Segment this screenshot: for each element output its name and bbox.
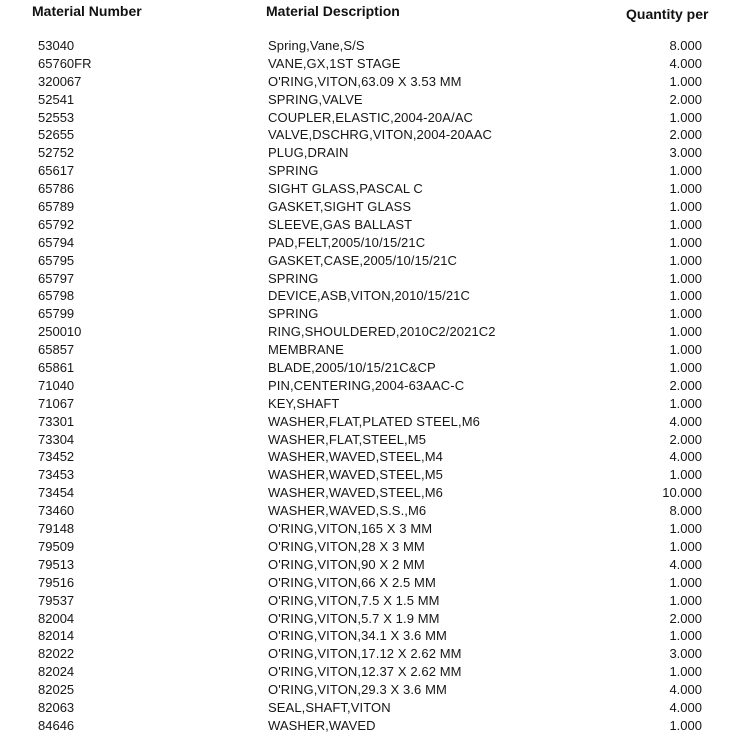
table-row — [0, 466, 740, 484]
table-row — [0, 502, 740, 520]
table-row — [0, 109, 740, 127]
material-description-cell: DEVICE,ASB,VITON,2010/15/21C — [268, 288, 470, 304]
material-description-cell: SIGHT GLASS,PASCAL C — [268, 181, 423, 197]
material-description-cell: RING,SHOULDERED,2010C2/2021C2 — [268, 324, 496, 340]
material-description-cell: O'RING,VITON,66 X 2.5 MM — [268, 574, 436, 590]
quantity-cell: 2.000 — [669, 610, 702, 626]
material-number-cell: 79509 — [38, 538, 75, 554]
material-description-cell: O'RING,VITON,28 X 3 MM — [268, 538, 425, 554]
table-row — [0, 126, 740, 144]
material-number-cell: 73460 — [38, 503, 75, 519]
material-number-cell: 73301 — [38, 413, 75, 429]
material-description-cell: SPRING — [268, 306, 319, 322]
table-row — [0, 162, 740, 180]
material-number-cell: 65789 — [38, 199, 75, 215]
quantity-cell: 3.000 — [669, 145, 702, 161]
quantity-cell: 1.000 — [669, 199, 702, 215]
quantity-cell: 1.000 — [669, 324, 702, 340]
header-quantity-per: Quantity per — [626, 6, 709, 22]
material-description-cell: WASHER,WAVED,STEEL,M5 — [268, 467, 443, 483]
material-number-cell: 65760FR — [38, 55, 92, 71]
material-number-cell: 65797 — [38, 270, 75, 286]
quantity-cell: 1.000 — [669, 288, 702, 304]
material-number-cell: 84646 — [38, 717, 75, 733]
material-description-cell: MEMBRANE — [268, 342, 344, 358]
material-number-cell: 73304 — [38, 431, 75, 447]
table-row — [0, 413, 740, 431]
table-row — [0, 520, 740, 538]
table-row — [0, 359, 740, 377]
quantity-cell: 8.000 — [669, 38, 702, 53]
material-description-cell: O'RING,VITON,17.12 X 2.62 MM — [268, 646, 462, 662]
material-number-cell: 65617 — [38, 163, 75, 179]
quantity-cell: 1.000 — [669, 717, 702, 733]
material-description-cell: O'RING,VITON,5.7 X 1.9 MM — [268, 610, 440, 626]
material-description-cell: SLEEVE,GAS BALLAST — [268, 216, 413, 232]
material-number-cell: 82025 — [38, 682, 75, 698]
quantity-cell: 10.000 — [662, 485, 702, 501]
material-number-cell: 79537 — [38, 592, 75, 608]
quantity-cell: 1.000 — [669, 664, 702, 680]
material-number-cell: 71040 — [38, 377, 75, 393]
quantity-cell: 1.000 — [669, 234, 702, 250]
quantity-cell: 1.000 — [669, 467, 702, 483]
table-row — [0, 681, 740, 699]
material-description-cell: O'RING,VITON,165 X 3 MM — [268, 521, 433, 537]
material-number-cell: 73452 — [38, 449, 75, 465]
quantity-cell: 1.000 — [669, 360, 702, 376]
table-row — [0, 448, 740, 466]
table-row — [0, 395, 740, 413]
table-row — [0, 55, 740, 73]
table-row — [0, 556, 740, 574]
quantity-cell: 1.000 — [669, 216, 702, 232]
material-description-cell: O'RING,VITON,34.1 X 3.6 MM — [268, 628, 447, 644]
material-description-cell: SPRING — [268, 270, 319, 286]
material-description-cell: Spring,Vane,S/S — [268, 38, 365, 53]
quantity-cell: 2.000 — [669, 91, 702, 107]
quantity-cell: 2.000 — [669, 431, 702, 447]
quantity-cell: 1.000 — [669, 592, 702, 608]
quantity-cell: 2.000 — [669, 377, 702, 393]
material-description-cell: WASHER,WAVED,STEEL,M4 — [268, 449, 443, 465]
material-number-cell: 65792 — [38, 216, 75, 232]
material-number-cell: 65857 — [38, 342, 75, 358]
material-number-cell: 65786 — [38, 181, 75, 197]
material-number-cell: 52752 — [38, 145, 75, 161]
table-row — [0, 627, 740, 645]
material-description-cell: O'RING,VITON,7.5 X 1.5 MM — [268, 592, 440, 608]
quantity-cell: 1.000 — [669, 395, 702, 411]
quantity-cell: 1.000 — [669, 306, 702, 322]
material-number-cell: 320067 — [38, 73, 82, 89]
material-number-cell: 73453 — [38, 467, 75, 483]
table-row — [0, 73, 740, 91]
quantity-cell: 1.000 — [669, 628, 702, 644]
quantity-cell: 2.000 — [669, 127, 702, 143]
quantity-cell: 4.000 — [669, 55, 702, 71]
material-description-cell: KEY,SHAFT — [268, 395, 340, 411]
material-description-cell: WASHER,WAVED,S.S.,M6 — [268, 503, 427, 519]
material-description-cell: O'RING,VITON,90 X 2 MM — [268, 556, 425, 572]
table-row — [0, 198, 740, 216]
material-description-cell: WASHER,WAVED — [268, 717, 376, 733]
table-row — [0, 91, 740, 109]
table-row — [0, 574, 740, 592]
quantity-cell: 1.000 — [669, 574, 702, 590]
table-header — [0, 0, 740, 28]
material-number-cell: 79513 — [38, 556, 75, 572]
material-description-cell: GASKET,SIGHT GLASS — [268, 199, 412, 215]
table-row — [0, 287, 740, 305]
material-description-cell: SEAL,SHAFT,VITON — [268, 699, 391, 715]
quantity-cell: 1.000 — [669, 521, 702, 537]
material-number-cell: 82024 — [38, 664, 75, 680]
material-number-cell: 53040 — [38, 38, 75, 53]
quantity-cell: 1.000 — [669, 342, 702, 358]
header-material-number: Material Number — [32, 3, 142, 19]
table-row — [0, 305, 740, 323]
table-row — [0, 431, 740, 449]
quantity-cell: 8.000 — [669, 503, 702, 519]
table-row — [0, 341, 740, 359]
material-number-cell: 82022 — [38, 646, 75, 662]
table-row — [0, 144, 740, 162]
quantity-cell: 4.000 — [669, 556, 702, 572]
table-row — [0, 699, 740, 717]
table-row — [0, 252, 740, 270]
material-number-cell: 79516 — [38, 574, 75, 590]
quantity-cell: 1.000 — [669, 270, 702, 286]
material-description-cell: PAD,FELT,2005/10/15/21C — [268, 234, 426, 250]
material-description-cell: WASHER,FLAT,STEEL,M5 — [268, 431, 427, 447]
quantity-cell: 1.000 — [669, 73, 702, 89]
quantity-cell: 3.000 — [669, 646, 702, 662]
header-material-description: Material Description — [266, 3, 400, 19]
table-row — [0, 323, 740, 341]
material-number-cell: 65861 — [38, 360, 75, 376]
material-number-cell: 52553 — [38, 109, 75, 125]
material-number-cell: 71067 — [38, 395, 75, 411]
material-description-cell: PLUG,DRAIN — [268, 145, 349, 161]
table-row — [0, 377, 740, 395]
material-number-cell: 52541 — [38, 91, 75, 107]
material-number-cell: 79148 — [38, 521, 75, 537]
material-number-cell: 65799 — [38, 306, 75, 322]
quantity-cell: 4.000 — [669, 682, 702, 698]
table-row — [0, 180, 740, 198]
table-row — [0, 645, 740, 663]
quantity-cell: 4.000 — [669, 413, 702, 429]
material-number-cell: 82004 — [38, 610, 75, 626]
material-description-cell: SPRING — [268, 163, 319, 179]
table-row — [0, 216, 740, 234]
table-row — [0, 234, 740, 252]
quantity-cell: 1.000 — [669, 538, 702, 554]
quantity-cell: 1.000 — [669, 109, 702, 125]
material-number-cell: 52655 — [38, 127, 75, 143]
material-description-cell: BLADE,2005/10/15/21C&CP — [268, 360, 436, 376]
material-description-cell: VANE,GX,1ST STAGE — [268, 55, 401, 71]
material-number-cell: 73454 — [38, 485, 75, 501]
material-number-cell: 250010 — [38, 324, 82, 340]
material-description-cell: GASKET,CASE,2005/10/15/21C — [268, 252, 458, 268]
material-number-cell: 65798 — [38, 288, 75, 304]
material-description-cell: O'RING,VITON,63.09 X 3.53 MM — [268, 73, 462, 89]
quantity-cell: 1.000 — [669, 163, 702, 179]
quantity-cell: 1.000 — [669, 181, 702, 197]
table-row — [0, 717, 740, 735]
table-row — [0, 592, 740, 610]
material-number-cell: 65794 — [38, 234, 75, 250]
material-description-cell: VALVE,DSCHRG,VITON,2004-20AAC — [268, 127, 492, 143]
material-description-cell: WASHER,WAVED,STEEL,M6 — [268, 485, 443, 501]
material-description-cell: O'RING,VITON,12.37 X 2.62 MM — [268, 664, 462, 680]
material-number-cell: 65795 — [38, 252, 75, 268]
quantity-cell: 4.000 — [669, 699, 702, 715]
material-description-cell: SPRING,VALVE — [268, 91, 363, 107]
table-row — [0, 538, 740, 556]
material-description-cell: WASHER,FLAT,PLATED STEEL,M6 — [268, 413, 480, 429]
material-description-cell: O'RING,VITON,29.3 X 3.6 MM — [268, 682, 447, 698]
table-row — [0, 663, 740, 681]
table-row — [0, 37, 740, 55]
material-description-cell: COUPLER,ELASTIC,2004-20A/AC — [268, 109, 474, 125]
table-row — [0, 610, 740, 628]
material-description-cell: PIN,CENTERING,2004-63AAC-C — [268, 377, 465, 393]
parts-table — [0, 37, 740, 735]
table-row — [0, 484, 740, 502]
material-number-cell: 82063 — [38, 699, 75, 715]
quantity-cell: 4.000 — [669, 449, 702, 465]
material-number-cell: 82014 — [38, 628, 75, 644]
quantity-cell: 1.000 — [669, 252, 702, 268]
table-row — [0, 270, 740, 288]
